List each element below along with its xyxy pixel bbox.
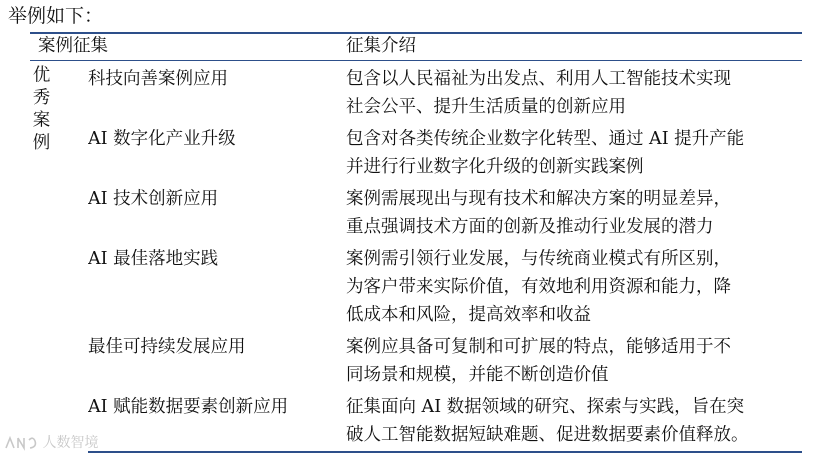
watermark-text: 人数智境	[42, 435, 99, 451]
description-line: 案例需引领行业发展，与传统商业模式有所区别，	[346, 249, 731, 269]
intro-text: 举例如下：	[8, 5, 104, 27]
case-name: AI 数字化产业升级	[88, 129, 236, 149]
case-description	[346, 241, 802, 329]
description-line: 同场景和规模，并能不断创造价值	[346, 365, 609, 385]
description-line: 案例需展现出与现有技术和解决方案的明显差异，	[346, 189, 731, 209]
description-line: 包含对各类传统企业数字化转型、通过 AI 提升产能	[346, 129, 745, 149]
case-description	[346, 61, 802, 122]
category-label: 优秀案例	[30, 65, 50, 155]
table-row	[30, 61, 802, 122]
case-table	[30, 32, 802, 453]
case-name: AI 技术创新应用	[88, 189, 219, 209]
case-name: 科技向善案例应用	[88, 69, 228, 89]
description-line: 破人工智能数据短缺难题、促进数据要素价值释放。	[346, 425, 749, 445]
table-row	[30, 329, 802, 389]
case-name: AI 赋能数据要素创新应用	[88, 389, 346, 452]
description-line: 并进行行业数字化升级的创新实践案例	[346, 157, 644, 177]
header-case-collection: 案例征集	[30, 33, 346, 61]
description-line: 低成本和风险，提高效率和收益	[346, 305, 591, 325]
case-description	[346, 389, 802, 452]
header-introduction: 征集介绍	[346, 33, 802, 61]
watermark-logo-icon	[4, 435, 38, 451]
case-description	[346, 329, 802, 389]
description-line: 为客户带来实际价值，有效地利用资源和能力，降	[346, 277, 731, 297]
description-line: 包含以人民福祉为出发点、利用人工智能技术实现	[346, 69, 731, 89]
description-line: 案例应具备可复制和可扩展的特点，能够适用于不	[346, 337, 731, 357]
table-row	[30, 389, 802, 452]
table-header-row	[30, 33, 802, 61]
category-cell	[30, 61, 88, 453]
table-row	[30, 181, 802, 241]
case-name: 最佳可持续发展应用	[88, 337, 246, 357]
table-row	[30, 121, 802, 181]
case-description	[346, 181, 802, 241]
watermark	[4, 434, 98, 452]
description-line: 征集面向 AI 数据领域的研究、探索与实践，旨在突	[346, 397, 745, 417]
description-line: 重点强调技术方面的创新及推动行业发展的潜力	[346, 217, 714, 237]
case-name: AI 最佳落地实践	[88, 249, 219, 269]
case-description	[346, 121, 802, 181]
description-line: 社会公平、提升生活质量的创新应用	[346, 97, 626, 117]
table-row	[30, 241, 802, 329]
